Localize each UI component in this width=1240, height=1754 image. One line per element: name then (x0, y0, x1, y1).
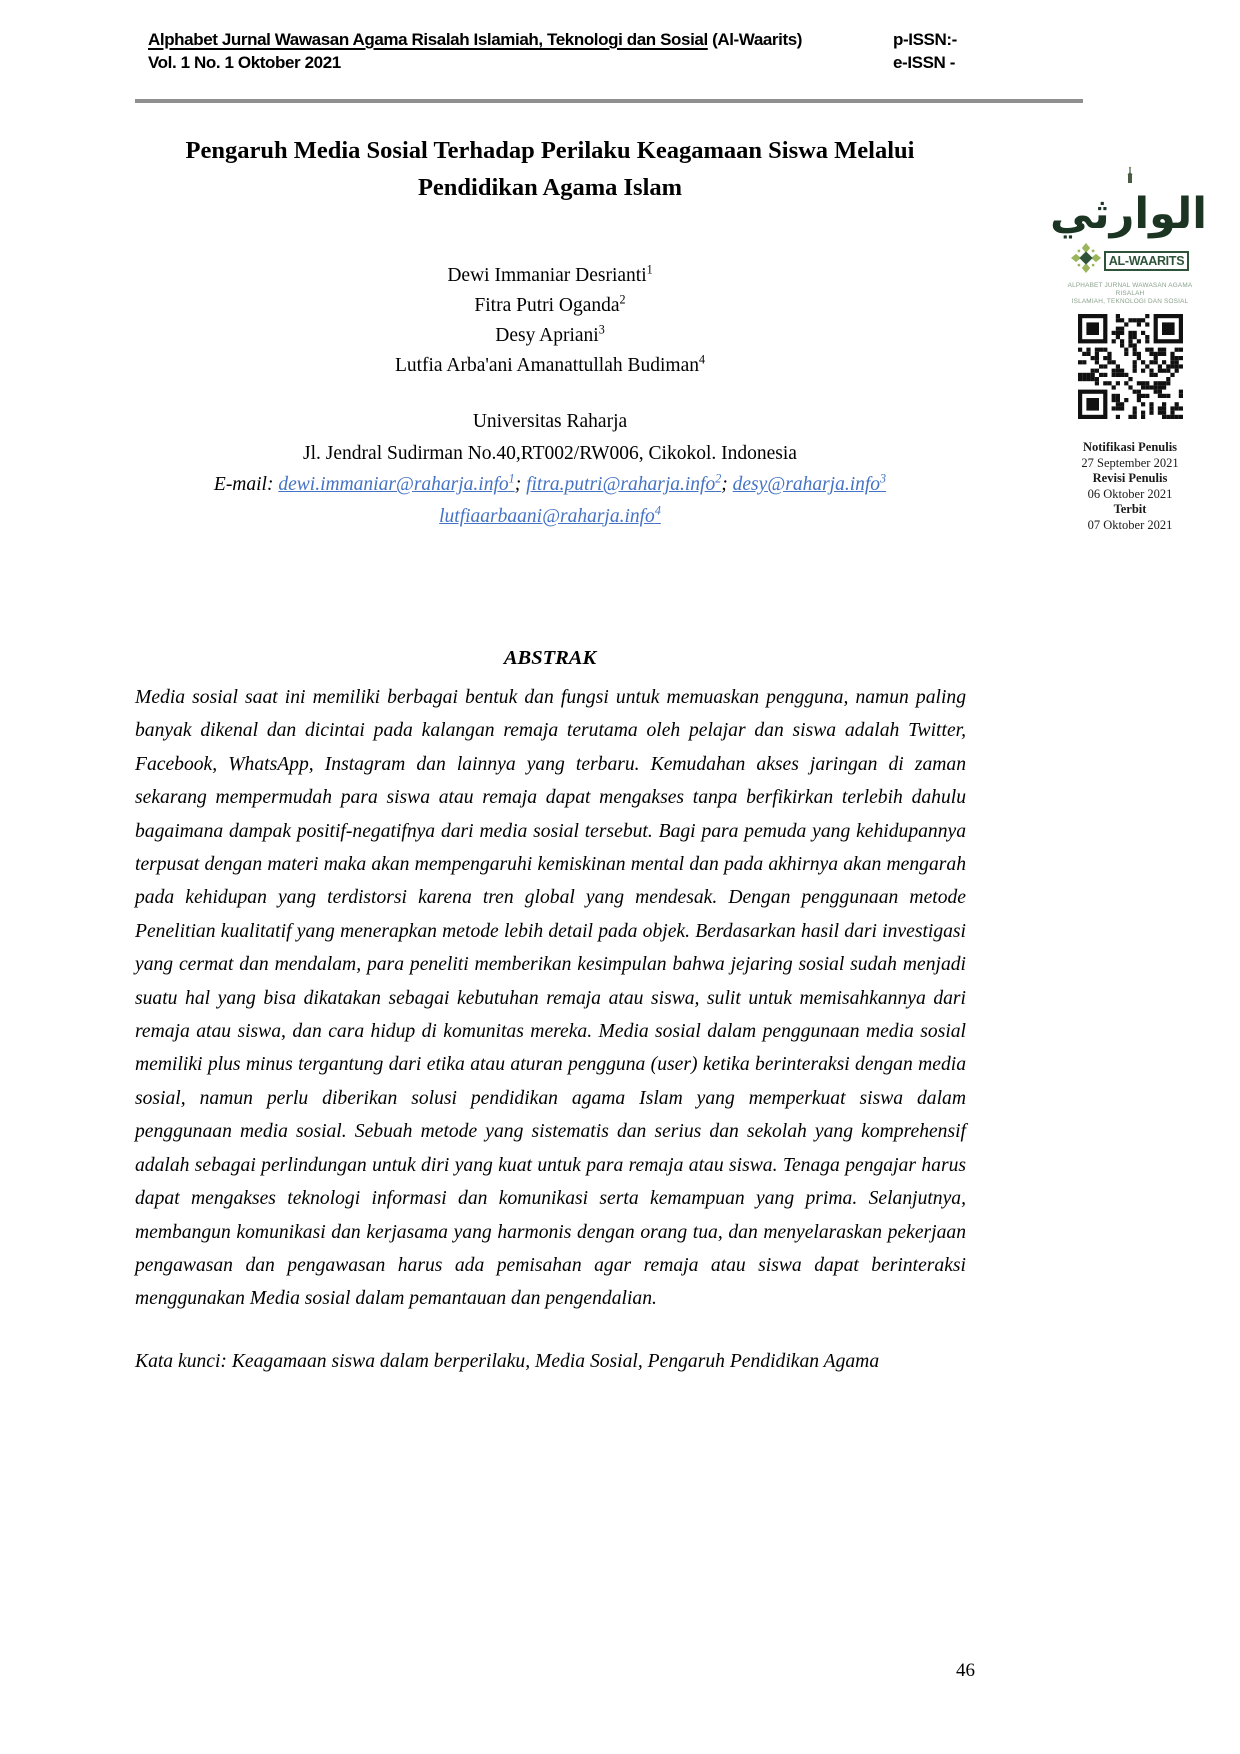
email-line-1: E-mail: dewi.immaniar@raharja.info$^1$; fitra.putri@raharja.info$^2$; desy@raharja.info$^3$ (213, 471, 887, 495)
journal-sidebar (1050, 166, 1207, 533)
article-dates (1053, 440, 1207, 533)
terbit-label: Terbit (1113, 502, 1147, 517)
affiliation-block (135, 406, 965, 532)
email-link-2[interactable]: fitra.putri@raharja.info$^2$ (526, 471, 722, 495)
abstract-body: Media sosial saat ini memiliki berbagai bentuk dan fungsi untuk memuaskan pengguna, namun paling banyak dikenal dan dicintai pada kalangan remaja terutama oleh pelajar dan siswa adalah Twitter, Facebook, WhatsApp, Instagram dan lainnya yang terbaru. Kemudahan akses jaringan di zaman sekarang mempermudah para siswa atau remaja dapat mengakses tanpa berfikirkan terlebih dahulu bagaimana dampak positif-negatifnya dari media sosial tersebut. Bagi para pemuda yang kehidupannya terpusat dengan materi maka akan mempengaruhi kemiskinan mental dan pada akhirnya akan mengarah pada kehidupan yang terdistorsi karena tren global yang mendesak. Dengan penggunaan metode Penelitian kualitatif yang menerapkan metode lebih detail pada objek. Berdasarkan hasil dari investigasi yang cermat dan mendalam, para peneliti memberikan kesimpulan bahwa jejaring sosial sudah menjadi suatu hal yang bisa dikatakan sebagai kebutuhan remaja atau siswa, sulit untuk memisahkannya dari remaja atau siswa, dan cara hidup di komunitas mereka. Media sosial dalam penggunaan media sosial memiliki plus minus tergantung dari etika atau aturan pengguna (user) ketika berinteraksi dengan media sosial, namun perlu diberikan solusi pendidikan agama Islam yang memperkuat siswa dalam penggunaan media sosial. Sebuah metode yang sistematis dan serius dan sekolah yang komprehensif adalah sebagai perlindungan untuk diri yang kuat untuk para remaja atau siswa. Tenaga pengajar harus dapat mengakses teknologi informasi dan komunikasi serta kemampuan yang prima. Selanjutnya, membangun komunikasi dan kerjasama yang harmonis dengan orang tua, dan menyelaraskan pekerjaan pengawasan dan pengawasan harus ada pemisahan agar remaja atau siswa dapat berinteraksi menggunakan Media sosial dalam pemantauan dan pengendalian. (135, 687, 966, 1310)
header-divider (135, 99, 1083, 103)
email-label: E-mail: (213, 474, 279, 495)
journal-header (148, 28, 868, 74)
revisi-date: 06 Oktober 2021 (1087, 486, 1173, 501)
logo-flower-icon (1071, 243, 1101, 278)
e-issn: e-ISSN - (893, 53, 955, 72)
logo-arabic-calligraphy: الوارثي (1050, 189, 1207, 239)
title-line-2: Pendidikan Agama Islam (417, 174, 683, 201)
page-number: 46 (956, 1660, 975, 1681)
revisi-label: Revisi Penulis (1092, 471, 1168, 486)
logo-wordmark-row (1053, 243, 1207, 278)
title-line-1: Pengaruh Media Sosial Terhadap Perilaku Keagamaan Siswa Melalui (185, 137, 915, 164)
address: Jl. Jendral Sudirman No.40,RT002/RW006, Cikokol. Indonesia (303, 442, 797, 464)
issn-block (893, 28, 957, 74)
logo-caption: ALPHABET JURNAL WAWASAN AGAMA RISALAH ISLAMIAH, TEKNOLOGI DAN SOSIAL (1067, 282, 1193, 306)
author-1: Dewi Immaniar Desrianti$^1$ (447, 262, 653, 286)
qr-code (1053, 314, 1207, 424)
affiliation: Universitas Raharja (472, 411, 628, 432)
author-2: Fitra Putri Oganda$^2$ (474, 292, 626, 316)
keywords-line: Kata kunci: Keagamaan siswa dalam berperilaku, Media Sosial, Pengaruh Pendidikan Agama (135, 1350, 880, 1372)
journal-abbr: (Al-Waarits) (707, 30, 803, 49)
email-line-2 (135, 501, 965, 533)
notif-label: Notifikasi Penulis (1082, 440, 1178, 455)
email-link-4[interactable]: lutfiaarbaani@raharja.info$^4$ (439, 503, 661, 527)
email-link-3[interactable]: desy@raharja.info$^3$ (732, 471, 887, 495)
logo-wordmark: AL-WAARITS (1104, 251, 1189, 271)
notif-date: 27 September 2021 (1081, 455, 1179, 470)
terbit-date: 07 Oktober 2021 (1087, 517, 1173, 532)
p-issn: p-ISSN:- (893, 30, 957, 49)
volume-line: Vol. 1 No. 1 Oktober 2021 (148, 53, 341, 72)
page-title (135, 132, 965, 206)
author-4: Lutfia Arba'ani Amanattullah Budiman$^4$ (394, 352, 706, 376)
journal-name-line (148, 28, 868, 51)
journal-title: Alphabet Jurnal Wawasan Agama Risalah Islamiah, Teknologi dan Sosial (148, 30, 708, 49)
abstract-block (135, 681, 966, 1378)
author-3: Desy Apriani$^3$ (495, 322, 605, 346)
minaret-icon (1053, 166, 1207, 185)
author-list (135, 261, 965, 381)
email-link-1[interactable]: dewi.immaniar@raharja.info$^1$ (278, 471, 515, 495)
abstract-heading: ABSTRAK (503, 647, 597, 669)
